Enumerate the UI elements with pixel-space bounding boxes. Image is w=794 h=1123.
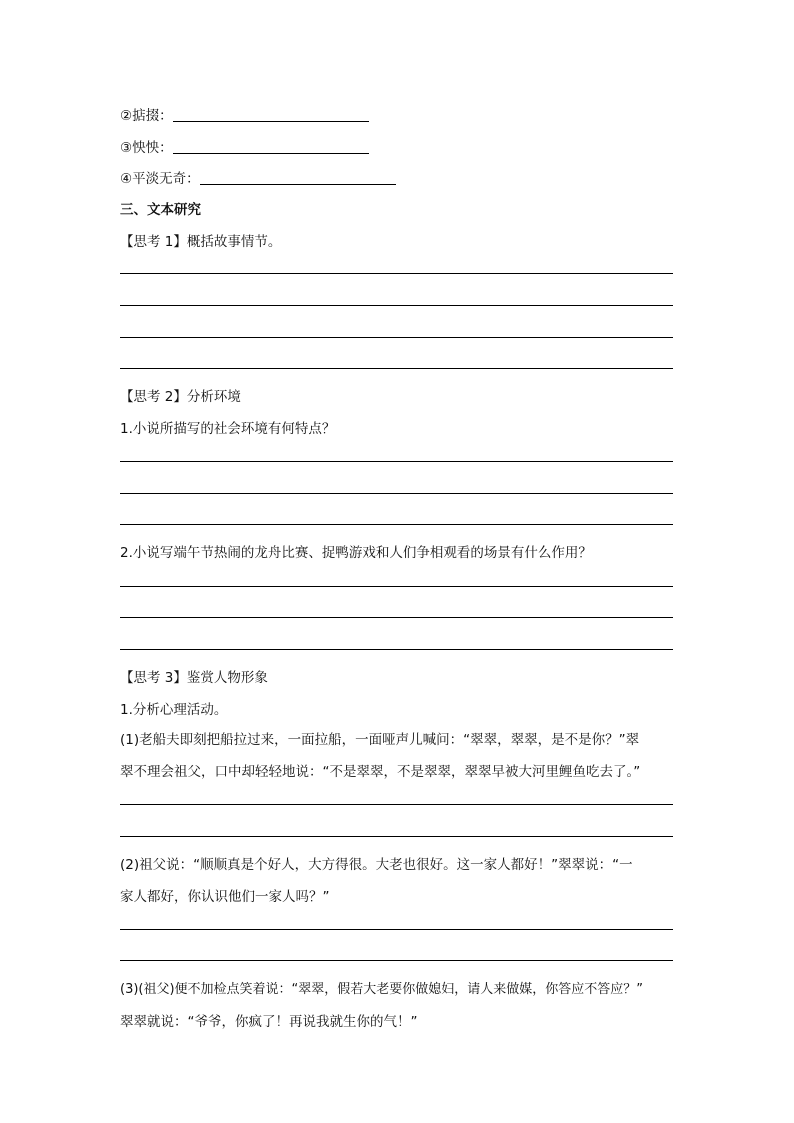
passage-2-line-2: 家人都好，你认识他们一家人吗？” bbox=[120, 889, 330, 905]
answer-line[interactable] bbox=[120, 273, 673, 274]
think3-title: 【思考 3】鉴赏人物形象 bbox=[120, 670, 268, 686]
think2-title: 【思考 2】分析环境 bbox=[120, 389, 241, 405]
answer-line[interactable] bbox=[120, 493, 673, 494]
answer-line[interactable] bbox=[120, 337, 673, 338]
answer-line[interactable] bbox=[120, 617, 673, 618]
answer-line[interactable] bbox=[120, 649, 673, 650]
passage-3-line-1: (3)(祖父)便不加检点笑着说：“翠翠，假若大老要你做媳妇，请人来做媒，你答应不答应？” bbox=[120, 982, 644, 997]
answer-line[interactable] bbox=[120, 305, 673, 306]
answer-line[interactable] bbox=[120, 586, 673, 587]
think2-question-2: 2.小说写端午节热闹的龙舟比赛、捉鸭游戏和人们争相观看的场景有什么作用？ bbox=[120, 545, 592, 561]
answer-line[interactable] bbox=[120, 524, 673, 525]
think1-title: 【思考 1】概括故事情节。 bbox=[120, 234, 282, 250]
answer-line[interactable] bbox=[120, 461, 673, 462]
think3-question-1: 1.分析心理活动。 bbox=[120, 702, 228, 718]
vocab-item-4 bbox=[120, 167, 396, 187]
passage-2-line-1: (2)祖父说：“顺顺真是个好人，大方得很。大老也很好。这一家人都好！”翠翠说：“一 bbox=[120, 857, 633, 873]
passage-1-line-1: (1)老船夫即刻把船拉过来，一面拉船，一面哑声儿喊问：“翠翠，翠翠，是不是你？”翠 bbox=[120, 732, 640, 748]
answer-blank[interactable] bbox=[200, 172, 396, 185]
answer-line[interactable] bbox=[120, 804, 673, 805]
passage-1-line-2: 翠不理会祖父，口中却轻轻地说：“不是翠翠，不是翠翠，翠翠早被大河里鲤鱼吃去了。” bbox=[120, 764, 641, 780]
answer-line[interactable] bbox=[120, 929, 673, 930]
vocab-label: ④平淡无奇： bbox=[120, 171, 200, 187]
answer-line[interactable] bbox=[120, 960, 673, 961]
answer-blank[interactable] bbox=[173, 109, 369, 122]
section-title: 三、文本研究 bbox=[120, 202, 201, 218]
think2-question-1: 1.小说所描写的社会环境有何特点？ bbox=[120, 421, 336, 437]
answer-line[interactable] bbox=[120, 368, 673, 369]
vocab-label: ③怏怏： bbox=[120, 140, 173, 156]
vocab-label: ②掂掇： bbox=[120, 108, 173, 124]
answer-line[interactable] bbox=[120, 836, 673, 837]
vocab-item-3 bbox=[120, 136, 369, 156]
vocab-item-2 bbox=[120, 104, 369, 124]
answer-blank[interactable] bbox=[173, 141, 369, 154]
passage-3-line-2: 翠翠就说：“爷爷，你疯了！再说我就生你的气！” bbox=[120, 1014, 418, 1030]
